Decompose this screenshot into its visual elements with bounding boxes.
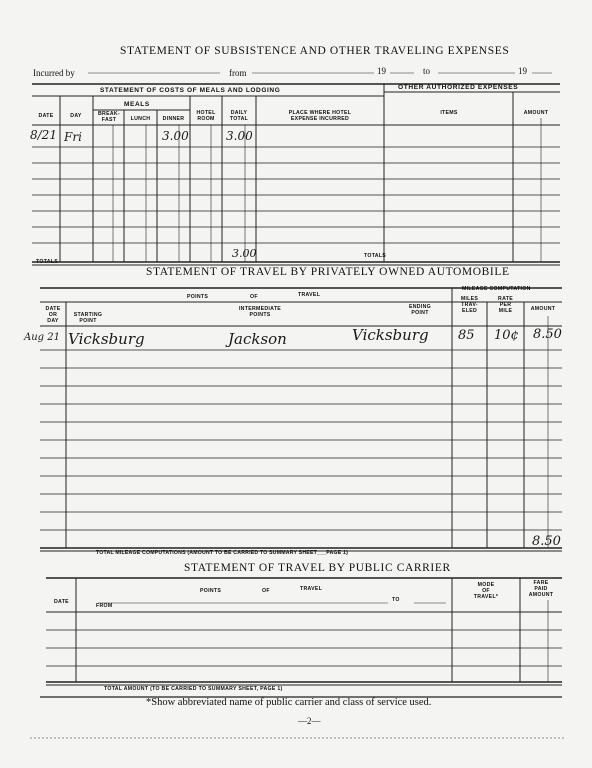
col-items: ITEMS <box>440 110 458 116</box>
auto-col-date: DATE OR DAY <box>45 306 61 324</box>
meals-group-header: MEALS <box>124 101 150 108</box>
from-label: from <box>229 68 247 78</box>
col-date: DATE <box>38 113 54 119</box>
meal-date-entry: 8/21 <box>30 128 57 142</box>
auto-col-miles: MILES TRAV- ELED <box>460 296 479 314</box>
col-dinner: DINNER <box>162 116 185 122</box>
auto-end-entry: Vicksburg <box>352 326 429 344</box>
col-hotel-room: HOTEL ROOM <box>196 110 216 122</box>
auto-travel-label: TRAVEL <box>298 292 321 298</box>
form-title-automobile: STATEMENT OF TRAVEL BY PRIVATELY OWNED AUTOMOBILE <box>146 266 510 278</box>
auto-intermediate-entry: Jackson <box>228 330 287 348</box>
auto-of-label: OF <box>250 294 258 300</box>
form-title-public-carrier: STATEMENT OF TRAVEL BY PUBLIC CARRIER <box>184 562 451 574</box>
total-mileage-label: TOTAL MILEAGE COMPUTATIONS (AMOUNT TO BE CARRIED TO SUMMARY SHEET___PAGE 1) <box>96 550 349 556</box>
pc-to-label: TO <box>392 597 400 603</box>
auto-col-amount: AMOUNT <box>530 306 556 312</box>
incurred-by-label: Incurred by <box>33 68 75 78</box>
year-label-1: 19 <box>377 66 386 76</box>
pc-col-mode: MODE OF TRAVEL* <box>473 582 499 600</box>
auto-col-intermediate: INTERMEDIATE POINTS <box>238 306 282 318</box>
other-expenses-header: OTHER AUTHORIZED EXPENSES <box>398 84 519 91</box>
year-label-2: 19 <box>518 66 527 76</box>
mileage-computation-header: MILEAGE COMPUTATION <box>462 286 531 292</box>
auto-start-entry: Vicksburg <box>68 330 145 348</box>
form-title-subsistence: STATEMENT OF SUBSISTENCE AND OTHER TRAVELING EXPENSES <box>120 45 510 57</box>
auto-miles-entry: 85 <box>458 328 475 343</box>
totals-left-label: TOTALS <box>36 259 59 265</box>
pc-points-label: POINTS <box>200 588 222 594</box>
total-amount-label: TOTAL AMOUNT (TO BE CARRIED TO SUMMARY SHEET, PAGE 1) <box>104 686 283 692</box>
col-day: DAY <box>70 113 82 119</box>
col-place: PLACE WHERE HOTEL EXPENSE INCURRED <box>288 110 352 122</box>
auto-col-starting: STARTING POINT <box>73 312 103 324</box>
totals-right-label: TOTALS <box>364 253 387 259</box>
col-amount: AMOUNT <box>523 110 549 116</box>
page-number: —2— <box>298 716 321 726</box>
auto-col-rate: RATE PER MILE <box>498 296 513 314</box>
to-label: to <box>423 66 431 76</box>
meals-lodging-header: STATEMENT OF COSTS OF MEALS AND LODGING <box>100 87 281 94</box>
footnote: *Show abbreviated name of public carrier and class of service used. <box>146 697 432 708</box>
auto-date-entry: Aug 21 <box>24 332 60 343</box>
col-lunch: LUNCH <box>130 116 151 122</box>
pc-col-date: DATE <box>54 599 69 605</box>
auto-points-label: POINTS <box>187 294 209 300</box>
pc-travel-label: TRAVEL <box>300 586 323 592</box>
daily-total-entry: 3.00 <box>226 129 253 143</box>
col-daily-total: DAILY TOTAL <box>229 110 249 122</box>
auto-col-ending: ENDING POINT <box>409 304 431 316</box>
dinner-entry: 3.00 <box>162 129 189 143</box>
meal-total-entry: 3.00 <box>232 247 257 260</box>
pc-of-label: OF <box>262 588 270 594</box>
col-breakfast: BREAK- FAST <box>98 111 120 123</box>
pc-from-label: FROM <box>96 603 113 609</box>
pc-col-fare: FARE PAID AMOUNT <box>528 580 554 598</box>
auto-rate-entry: 10¢ <box>494 328 519 343</box>
meal-day-entry: Fri <box>64 130 82 144</box>
auto-total-entry: 8.50 <box>532 534 561 549</box>
auto-amount-entry: 8.50 <box>533 327 562 342</box>
